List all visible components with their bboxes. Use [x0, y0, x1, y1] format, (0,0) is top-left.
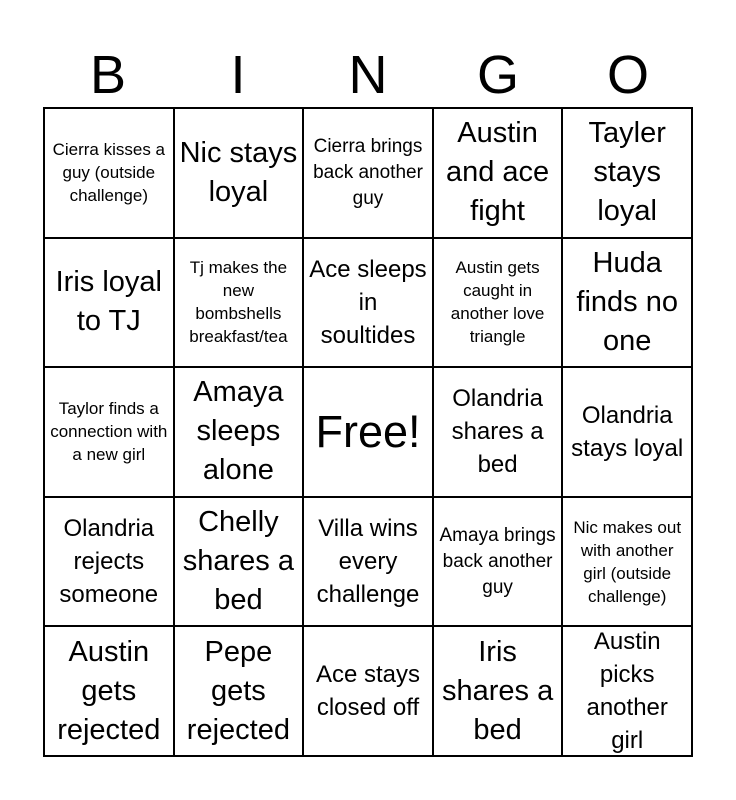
header-letter-g: G [476, 45, 519, 105]
bingo-grid [43, 107, 693, 757]
header-letter-o: O [606, 45, 649, 105]
cell-text: Cierra brings back another guy [313, 135, 423, 209]
bingo-cell[interactable] [44, 367, 174, 497]
bingo-cell[interactable] [303, 108, 433, 238]
bingo-cell[interactable] [562, 238, 692, 368]
cell-text: Amaya sleeps alone [193, 376, 284, 487]
bingo-cell[interactable] [174, 367, 304, 497]
cell-text: Austin gets caught in another love triangle [450, 258, 545, 347]
cell-text: Austin gets rejected [57, 635, 161, 746]
bingo-cell[interactable] [44, 626, 174, 756]
cell-text: Austin and ace fight [445, 117, 550, 228]
cell-text: Olandria rejects someone [59, 515, 159, 609]
cell-text: Tj makes the new bombshells breakfast/tea [189, 258, 288, 347]
cell-text: Nic stays loyal [179, 136, 298, 208]
bingo-cell[interactable] [562, 367, 692, 497]
cell-text: Pepe gets rejected [186, 635, 290, 746]
bingo-cell[interactable] [303, 497, 433, 627]
header-letter-b: B [89, 45, 127, 105]
bingo-cell[interactable] [174, 626, 304, 756]
cell-text: Nic makes out with another girl (outside challenge) [573, 517, 682, 606]
cell-text: Tayler stays loyal [588, 117, 666, 228]
cell-text: Austin picks another girl [586, 628, 668, 755]
bingo-cell[interactable] [174, 238, 304, 368]
bingo-cell[interactable] [303, 626, 433, 756]
bingo-cell[interactable] [174, 108, 304, 238]
bingo-cell[interactable] [562, 108, 692, 238]
bingo-cell[interactable] [433, 367, 563, 497]
bingo-cell[interactable] [174, 497, 304, 627]
bingo-cell[interactable] [303, 238, 433, 368]
cell-text: Olandria shares a bed [451, 385, 544, 479]
bingo-cell[interactable] [433, 626, 563, 756]
cell-text: Huda finds no one [576, 246, 678, 357]
cell-text: Iris shares a bed [441, 635, 554, 746]
cell-text: Cierra kisses a guy (outside challenge) [52, 140, 165, 206]
bingo-header [43, 42, 693, 108]
bingo-cell[interactable] [562, 626, 692, 756]
cell-text: Iris loyal to TJ [55, 266, 162, 338]
header-letter-i: I [230, 45, 246, 105]
cell-text: Ace stays closed off [315, 661, 421, 722]
bingo-cell[interactable] [433, 108, 563, 238]
bingo-cell[interactable] [44, 108, 174, 238]
free-space-cell[interactable] [303, 367, 433, 497]
free-space-text: Free! [315, 405, 421, 457]
cell-text: Chelly shares a bed [182, 506, 294, 617]
header-letter-n: N [348, 45, 388, 105]
cell-text: Amaya brings back another guy [439, 524, 556, 598]
cell-text: Olandria stays loyal [571, 401, 684, 462]
bingo-cell[interactable] [562, 497, 692, 627]
bingo-cell[interactable] [44, 238, 174, 368]
bingo-cell[interactable] [433, 238, 563, 368]
bingo-cell[interactable] [433, 497, 563, 627]
cell-text: Ace sleeps in soultides [309, 255, 427, 349]
cell-text: Villa wins every challenge [316, 515, 420, 609]
bingo-cell[interactable] [44, 497, 174, 627]
cell-text: Taylor finds a connection with a new girl [50, 399, 168, 465]
